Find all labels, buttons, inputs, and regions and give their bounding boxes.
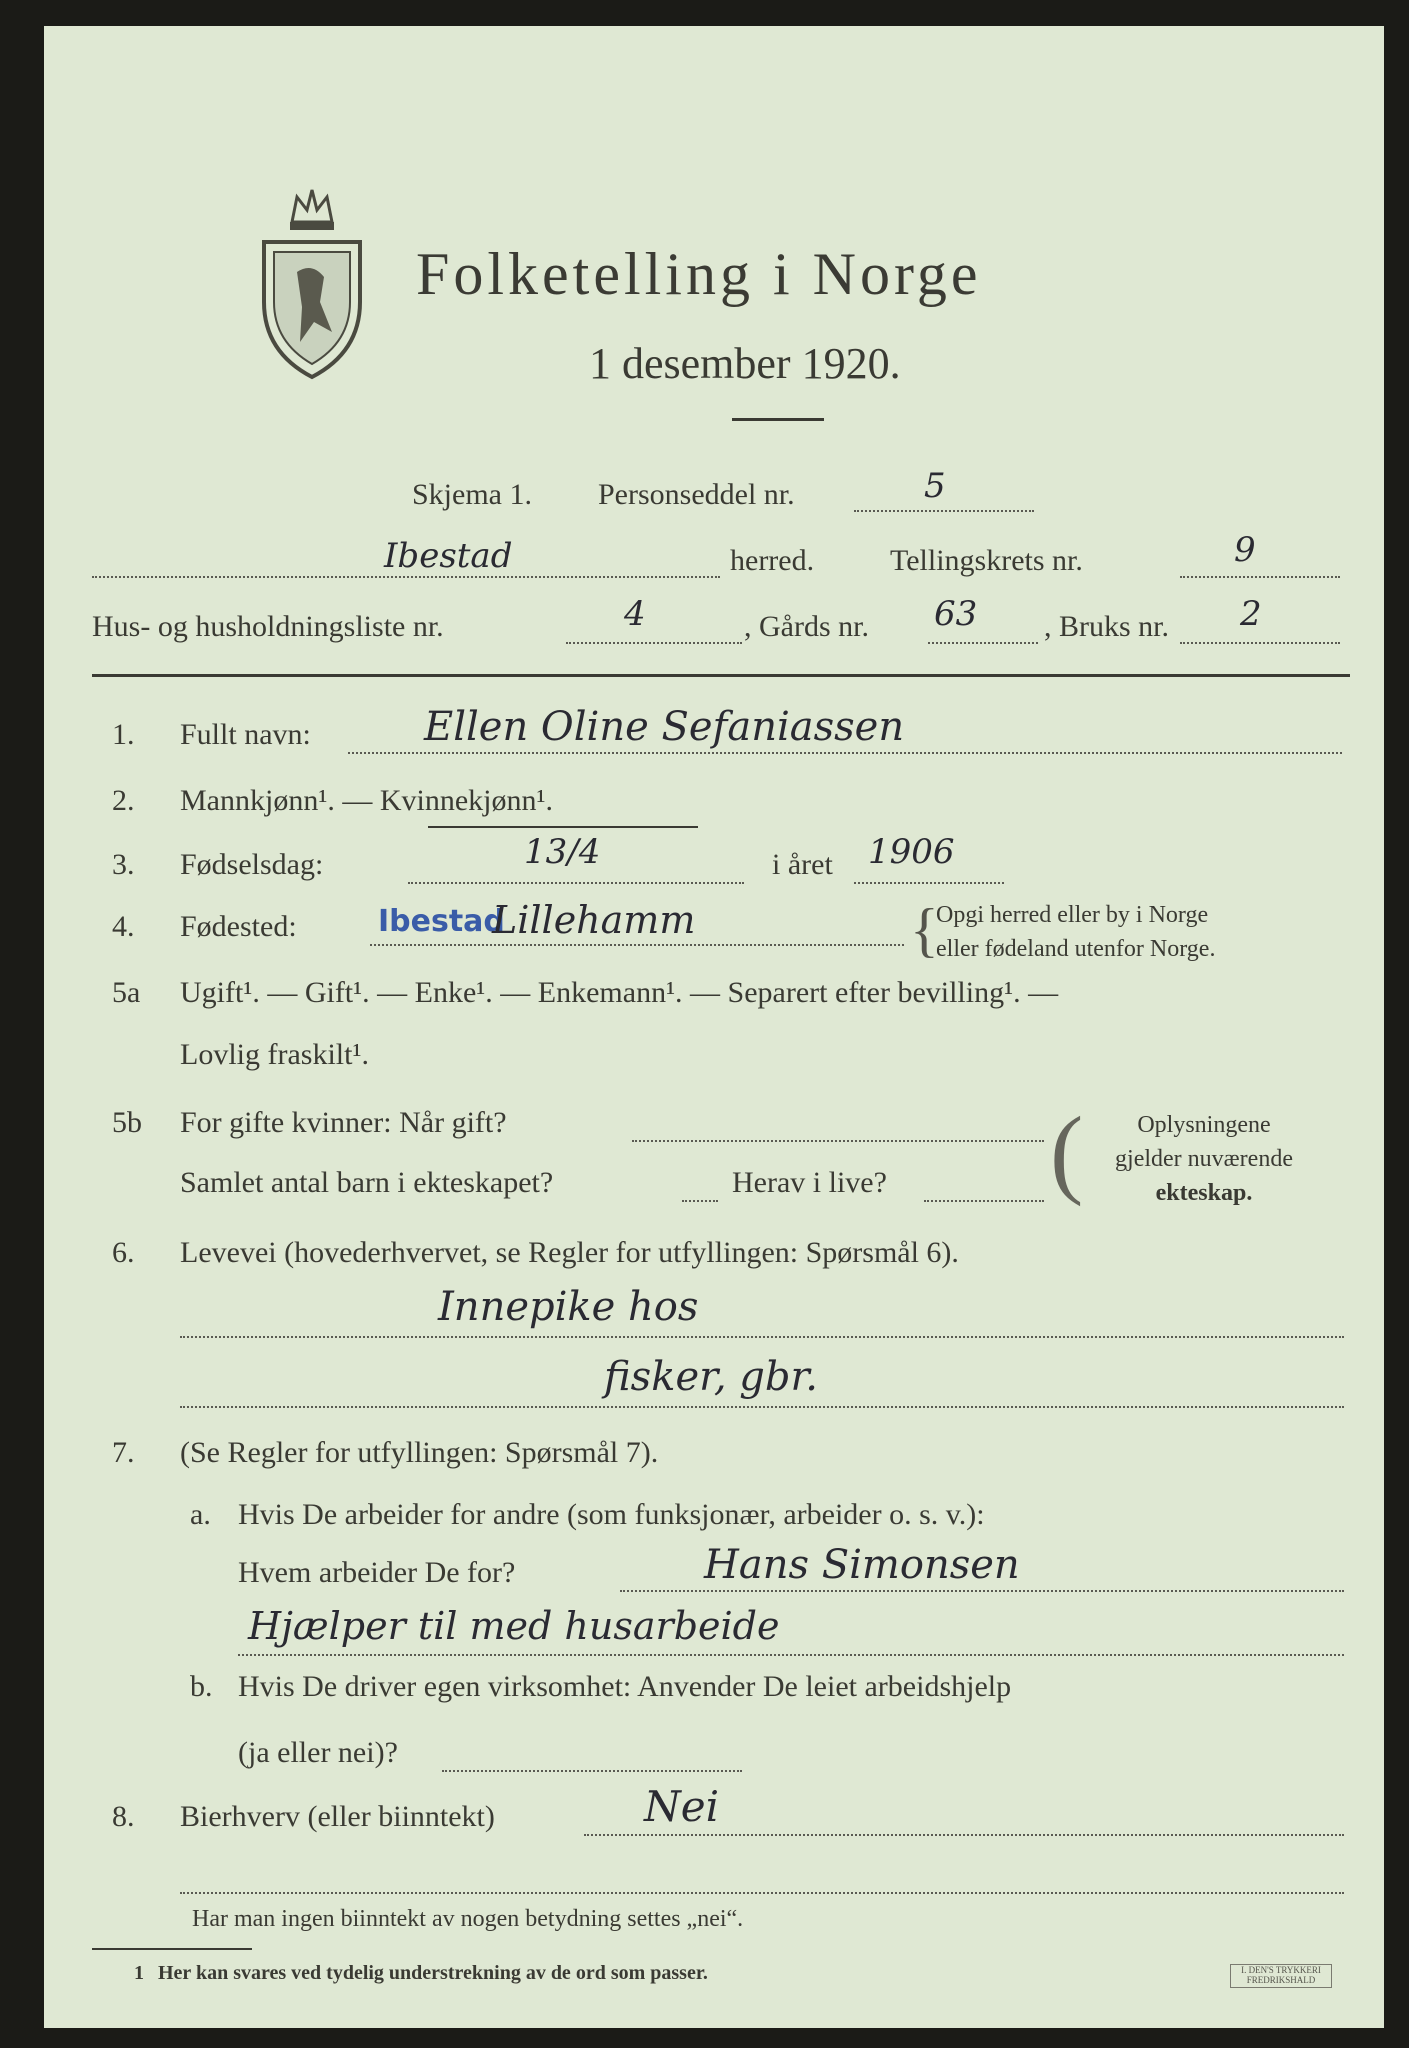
- q7-number: 7.: [112, 1436, 135, 1469]
- q3-year: 1906: [868, 832, 955, 872]
- q7a-answer-2: Hjælper til med husarbeide: [248, 1604, 780, 1648]
- q7a-line1: Hvis De arbeider for andre (som funksjonær, arbeider o. s. v.):: [238, 1498, 985, 1531]
- q6-label: Levevei (hovederhvervet, se Regler for utfyllingen: Spørsmål 6).: [180, 1236, 959, 1269]
- q3-year-label: i året: [772, 848, 833, 881]
- q6-answer-2: fisker, gbr.: [604, 1354, 818, 1400]
- coat-of-arms-icon: [252, 182, 372, 382]
- q7b-line1: Hvis De driver egen virksomhet: Anvender De leiet arbeidshjelp: [238, 1670, 1012, 1703]
- q5b-line1: For gifte kvinner: Når gift?: [180, 1106, 507, 1139]
- q4-label: Fødested:: [180, 910, 297, 943]
- q8-number: 8.: [112, 1800, 135, 1833]
- personseddel-label: Personseddel nr.: [598, 478, 795, 511]
- bruks-value: 2: [1240, 594, 1262, 634]
- husholdningsliste-label: Hus- og husholdningsliste nr.: [92, 610, 444, 643]
- q2-underline: [428, 826, 698, 828]
- q3-label: Fødselsdag:: [180, 848, 324, 881]
- tellingskrets-label: Tellingskrets nr.: [890, 544, 1083, 577]
- footnote-text: Her kan svares ved tydelig understrekning av de ord som passer.: [158, 1962, 708, 1984]
- q3-number: 3.: [112, 848, 135, 881]
- q1-label: Fullt navn:: [180, 718, 311, 751]
- q4-note-2: eller fødeland utenfor Norge.: [936, 936, 1216, 962]
- q5b-line2: Samlet antal barn i ekteskapet?: [180, 1166, 554, 1199]
- q8-answer: Nei: [644, 1782, 720, 1831]
- q7b-letter: b.: [190, 1670, 213, 1703]
- note-nei: Har man ingen biinntekt av nogen betydning settes „nei“.: [192, 1906, 744, 1932]
- q5b-note-1: Oplysningene: [1137, 1112, 1271, 1138]
- q4-brace: {: [910, 897, 939, 963]
- title-divider: [732, 418, 824, 421]
- q6-number: 6.: [112, 1236, 135, 1269]
- printer-stamp: I. DEN'S TRYKKERI FREDRIKSHALD: [1230, 1964, 1332, 1988]
- q4-answer: Lillehamm: [492, 898, 696, 942]
- q2-label: Mannkjønn¹. — Kvinnekjønn¹.: [180, 784, 553, 817]
- q4-number: 4.: [112, 910, 135, 943]
- q5b-paren: (: [1050, 1096, 1084, 1207]
- schema-label: Skjema 1.: [412, 478, 532, 511]
- q4-stamp: Ibestad: [378, 904, 505, 939]
- q5b-note-2: gjelder nuværende: [1115, 1146, 1293, 1172]
- herred-label: herred.: [730, 544, 815, 577]
- q7a-line2: Hvem arbeider De for?: [238, 1556, 516, 1589]
- q5b-note-3: ekteskap.: [1155, 1180, 1253, 1206]
- footnote-rule: [92, 1948, 252, 1950]
- q5a-number: 5a: [112, 976, 141, 1009]
- q1-number: 1.: [112, 718, 135, 751]
- bruks-label: , Bruks nr.: [1044, 610, 1170, 643]
- q5a-line2: Lovlig fraskilt¹.: [180, 1038, 369, 1071]
- q1-answer: Ellen Oline Sefaniassen: [424, 704, 905, 750]
- header-rule: [92, 674, 1350, 677]
- q5b-number: 5b: [112, 1106, 142, 1139]
- herred-value: Ibestad: [384, 536, 513, 576]
- gards-value: 63: [934, 594, 978, 634]
- q4-note-1: Opgi herred eller by i Norge: [936, 902, 1209, 928]
- q7a-answer-1: Hans Simonsen: [704, 1542, 1020, 1588]
- form-title: Folketelling i Norge: [416, 241, 982, 307]
- q2-number: 2.: [112, 784, 135, 817]
- q8-label: Bierhverv (eller biinntekt): [180, 1800, 495, 1833]
- husholdningsliste-value: 4: [624, 594, 646, 634]
- q7a-letter: a.: [190, 1498, 211, 1531]
- q7b-line2: (ja eller nei)?: [238, 1736, 398, 1769]
- q6-answer-1: Innepike hos: [438, 1284, 699, 1330]
- form-date: 1 desember 1920.: [589, 339, 901, 388]
- census-form: [44, 26, 1384, 2028]
- footnote-number: 1: [134, 1962, 144, 1984]
- q3-date: 13/4: [524, 832, 601, 872]
- q5a-line1: Ugift¹. — Gift¹. — Enke¹. — Enkemann¹. — Separert efter bevilling¹. —: [180, 976, 1059, 1009]
- personseddel-value: 5: [924, 466, 946, 506]
- q5b-line2b: Herav i live?: [732, 1166, 887, 1199]
- gards-label: , Gårds nr.: [744, 610, 869, 643]
- tellingskrets-value: 9: [1234, 530, 1256, 570]
- q7-label: (Se Regler for utfyllingen: Spørsmål 7).: [180, 1436, 659, 1469]
